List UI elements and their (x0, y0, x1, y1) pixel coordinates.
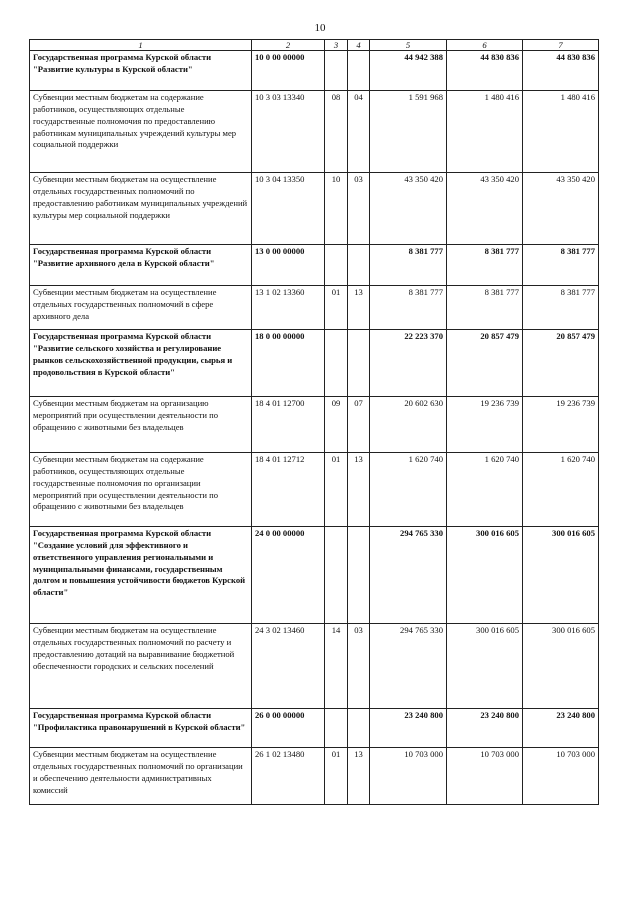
item-row (30, 748, 599, 805)
row-section: 10 (325, 173, 348, 245)
row-name: Государственная программа Курской области "Профилактика правонарушений в Курской области" (30, 709, 252, 748)
row-name: Государственная программа Курской области "Развитие архивного дела в Курской области" (30, 245, 252, 286)
row-subsection (348, 527, 370, 624)
row-code: 24 3 02 13460 (252, 624, 325, 709)
column-header: 2 (252, 40, 325, 51)
row-value-col7: 43 350 420 (523, 173, 599, 245)
row-code: 10 0 00 00000 (252, 51, 325, 91)
row-value-col5: 8 381 777 (370, 286, 447, 330)
row-value-col6: 300 016 605 (447, 624, 523, 709)
item-row (30, 397, 599, 453)
item-row (30, 173, 599, 245)
column-header: 1 (30, 40, 252, 51)
row-value-col7: 10 703 000 (523, 748, 599, 805)
row-section: 01 (325, 748, 348, 805)
row-name: Субвенции местным бюджетам на осуществление отдельных государственных полномочий по организации и обеспечению деятельности административных комиссий (30, 748, 252, 805)
row-value-col6: 8 381 777 (447, 245, 523, 286)
row-code: 10 3 03 13340 (252, 91, 325, 173)
budget-table (29, 39, 599, 805)
row-subsection: 03 (348, 173, 370, 245)
row-value-col5: 43 350 420 (370, 173, 447, 245)
program-row (30, 709, 599, 748)
column-number-row (30, 40, 599, 51)
row-value-col6: 8 381 777 (447, 286, 523, 330)
row-section: 01 (325, 286, 348, 330)
row-code: 18 4 01 12712 (252, 453, 325, 527)
row-subsection (348, 245, 370, 286)
row-code: 18 4 01 12700 (252, 397, 325, 453)
row-subsection: 04 (348, 91, 370, 173)
row-code: 24 0 00 00000 (252, 527, 325, 624)
row-section: 08 (325, 91, 348, 173)
item-row (30, 453, 599, 527)
program-row (30, 245, 599, 286)
row-value-col5: 20 602 630 (370, 397, 447, 453)
row-value-col5: 294 765 330 (370, 624, 447, 709)
row-value-col6: 1 620 740 (447, 453, 523, 527)
page-number: 10 (314, 22, 326, 34)
row-value-col5: 8 381 777 (370, 245, 447, 286)
row-value-col7: 8 381 777 (523, 286, 599, 330)
row-subsection: 13 (348, 748, 370, 805)
row-code: 26 0 00 00000 (252, 709, 325, 748)
row-value-col7: 300 016 605 (523, 527, 599, 624)
row-value-col6: 43 350 420 (447, 173, 523, 245)
row-code: 13 1 02 13360 (252, 286, 325, 330)
row-name: Субвенции местным бюджетам на осуществление отдельных государственных полномочий по расчету и предоставлению дотаций на выравнивание бюджетной обеспеченности городских и сельских поселений (30, 624, 252, 709)
row-section (325, 245, 348, 286)
row-value-col5: 22 223 370 (370, 330, 447, 397)
row-section: 09 (325, 397, 348, 453)
row-value-col6: 10 703 000 (447, 748, 523, 805)
row-name: Субвенции местным бюджетам на содержание работников, осуществляющих отдельные государственные полномочия по организации мероприятий при осуществлении деятельности по обращению с животными без владельцев (30, 453, 252, 527)
row-code: 26 1 02 13480 (252, 748, 325, 805)
row-code: 10 3 04 13350 (252, 173, 325, 245)
row-value-col7: 20 857 479 (523, 330, 599, 397)
row-value-col7: 1 480 416 (523, 91, 599, 173)
row-value-col5: 1 591 968 (370, 91, 447, 173)
column-header: 6 (447, 40, 523, 51)
column-header: 5 (370, 40, 447, 51)
row-name: Государственная программа Курской области "Развитие культуры в Курской области" (30, 51, 252, 91)
row-section: 14 (325, 624, 348, 709)
row-value-col7: 8 381 777 (523, 245, 599, 286)
row-subsection: 03 (348, 624, 370, 709)
column-header: 4 (348, 40, 370, 51)
row-section (325, 527, 348, 624)
column-header: 3 (325, 40, 348, 51)
row-name: Государственная программа Курской области "Развитие сельского хозяйства и регулирование рынков сельскохозяйственной продукции, сырья и продовольствия в Курской области" (30, 330, 252, 397)
row-name: Субвенции местным бюджетам на осуществление отдельных государственных полномочий в сфере архивного дела (30, 286, 252, 330)
row-value-col6: 19 236 739 (447, 397, 523, 453)
row-value-col6: 1 480 416 (447, 91, 523, 173)
program-row (30, 51, 599, 91)
row-name: Субвенции местным бюджетам на организацию мероприятий при осуществлении деятельности по обращению с животными без владельцев (30, 397, 252, 453)
row-value-col7: 1 620 740 (523, 453, 599, 527)
program-row (30, 527, 599, 624)
row-subsection (348, 330, 370, 397)
row-subsection: 13 (348, 286, 370, 330)
row-section (325, 330, 348, 397)
row-subsection (348, 709, 370, 748)
item-row (30, 624, 599, 709)
row-value-col5: 44 942 388 (370, 51, 447, 91)
row-name: Государственная программа Курской области "Создание условий для эффективного и ответственного управления региональными и муниципальными финансами, государственным долгом и повышения устойчивости бюджетов Курской области" (30, 527, 252, 624)
row-value-col5: 1 620 740 (370, 453, 447, 527)
row-section (325, 51, 348, 91)
row-value-col5: 23 240 800 (370, 709, 447, 748)
row-value-col6: 300 016 605 (447, 527, 523, 624)
row-value-col6: 23 240 800 (447, 709, 523, 748)
row-value-col5: 10 703 000 (370, 748, 447, 805)
row-subsection: 13 (348, 453, 370, 527)
row-value-col5: 294 765 330 (370, 527, 447, 624)
item-row (30, 286, 599, 330)
row-section (325, 709, 348, 748)
row-code: 18 0 00 00000 (252, 330, 325, 397)
row-subsection: 07 (348, 397, 370, 453)
column-header: 7 (523, 40, 599, 51)
row-code: 13 0 00 00000 (252, 245, 325, 286)
row-value-col7: 23 240 800 (523, 709, 599, 748)
row-value-col7: 19 236 739 (523, 397, 599, 453)
program-row (30, 330, 599, 397)
row-value-col7: 300 016 605 (523, 624, 599, 709)
row-value-col6: 20 857 479 (447, 330, 523, 397)
row-value-col6: 44 830 836 (447, 51, 523, 91)
row-subsection (348, 51, 370, 91)
row-name: Субвенции местным бюджетам на содержание работников, осуществляющих отдельные государственные полномочия по предоставлению работникам муниципальных учреждений культуры мер социальной поддержки (30, 91, 252, 173)
row-name: Субвенции местным бюджетам на осуществление отдельных государственных полномочий по предоставлению работникам муниципальных учреждений культуры мер социальной поддержки (30, 173, 252, 245)
row-value-col7: 44 830 836 (523, 51, 599, 91)
item-row (30, 91, 599, 173)
row-section: 01 (325, 453, 348, 527)
